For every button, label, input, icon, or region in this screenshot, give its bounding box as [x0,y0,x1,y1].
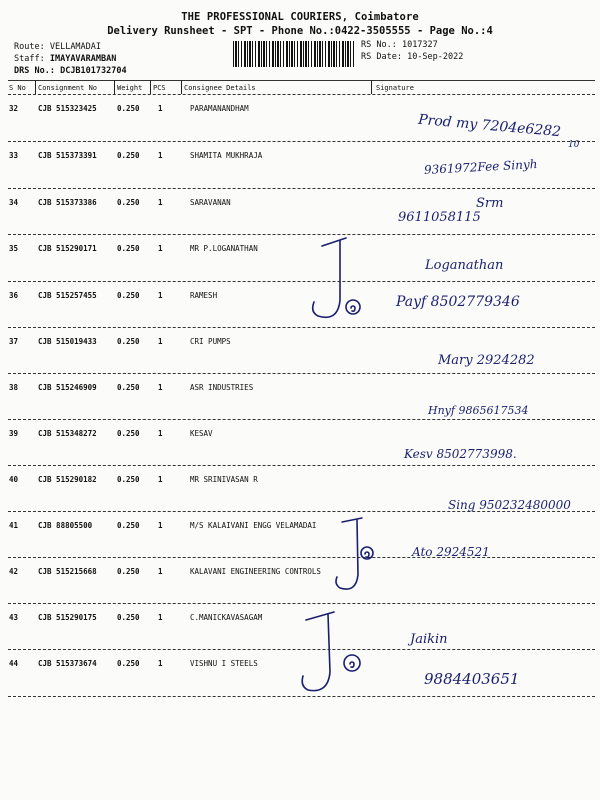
row-sno: 38 [9,383,19,392]
row-weight: 0.250 [117,659,140,668]
row-pcs: 1 [158,198,163,207]
row-sno: 36 [9,291,19,300]
row-consignee: MR P.LOGANATHAN [190,244,258,253]
route-value: VELLAMADAI [49,42,102,52]
row-sno: 41 [9,521,19,530]
row-pcs: 1 [158,244,163,253]
handwritten-signature: 9611058115 [398,210,481,225]
row-consignee: SARAVANAN [190,198,231,207]
handwritten-signature: Prod my 7204e6282 [417,111,562,141]
row-weight: 0.250 [117,567,140,576]
document-subtitle: Delivery Runsheet - SPT - Phone No.:0422-3505555 - Page No.:4 [107,25,493,37]
row-consignment: CJB 88805500 [38,521,93,530]
handwritten-signature: 9884403651 [424,670,520,688]
staff-label: Staff: [14,54,45,64]
drs-value: DCJB101732704 [60,66,127,76]
col-sno: S No [9,84,26,92]
row-sno: 35 [9,244,19,253]
row-consignee: ASR INDUSTRIES [190,383,254,392]
row-weight: 0.250 [117,104,140,113]
row-consignment: CJB 515373386 [38,198,97,207]
col-consignee: Consignee Details [184,84,256,92]
row-weight: 0.250 [117,613,140,622]
rs-date-label: RS Date: [361,52,402,62]
row-sno: 44 [9,659,19,668]
row-pcs: 1 [158,613,163,622]
row-consignee: KESAV [190,429,213,438]
row-weight: 0.250 [117,521,140,530]
row-consignment: CJB 515290175 [38,613,97,622]
row-consignment: CJB 515019433 [38,337,97,346]
row-consignee: CRI PUMPS [190,337,231,346]
row-weight: 0.250 [117,244,140,253]
row-consignment: CJB 515373391 [38,151,97,160]
handwritten-signature: 10 [568,140,580,150]
row-consignment: CJB 515257455 [38,291,97,300]
row-sno: 33 [9,151,19,160]
row-consignment: CJB 515215668 [38,567,97,576]
handwritten-signature: Hnyf 9865617534 [428,404,529,417]
row-weight: 0.250 [117,291,140,300]
row-pcs: 1 [158,521,163,530]
initial-stamp [336,518,373,589]
row-sno: 32 [9,104,19,113]
row-consignee: SHAMITA MUKHRAJA [190,151,263,160]
row-weight: 0.250 [117,429,140,438]
row-weight: 0.250 [117,475,140,484]
row-weight: 0.250 [117,383,140,392]
row-sno: 39 [9,429,19,438]
row-weight: 0.250 [117,337,140,346]
row-pcs: 1 [158,291,163,300]
row-consignee: PARAMANANDHAM [190,104,249,113]
handwritten-signature: Srm [476,196,504,211]
rs-no-value: 1017327 [401,40,438,50]
row-consignment: CJB 515323425 [38,104,97,113]
row-pcs: 1 [158,567,163,576]
col-consignment: Consignment No [38,84,98,92]
row-pcs: 1 [158,429,163,438]
row-sno: 37 [9,337,19,346]
row-pcs: 1 [158,151,163,160]
handwritten-signature: Payf 8502779346 [396,294,520,310]
document-title: THE PROFESSIONAL COURIERS, Coimbatore [181,11,419,23]
row-pcs: 1 [158,383,163,392]
row-sno: 43 [9,613,19,622]
row-consignee: VISHNU I STEELS [190,659,258,668]
col-pcs: PCS [153,84,166,92]
row-consignee: RAMESH [190,291,218,300]
row-sno: 42 [9,567,19,576]
row-consignee: C.MANICKAVASAGAM [190,613,263,622]
row-sno: 34 [9,198,19,207]
row-sno: 40 [9,475,19,484]
initial-stamp [313,238,360,317]
row-consignment: CJB 515246909 [38,383,97,392]
row-consignment: CJB 515373674 [38,659,97,668]
drs-label: DRS No.: [14,66,55,76]
row-weight: 0.250 [117,198,140,207]
handwritten-signature: Loganathan [425,258,504,273]
row-pcs: 1 [158,659,163,668]
route-label: Route: [14,42,45,52]
row-consignment: CJB 515348272 [38,429,97,438]
col-signature: Signature [376,84,414,92]
row-consignee: MR SRINIVASAN R [190,475,258,484]
row-consignment: CJB 515290171 [38,244,97,253]
row-pcs: 1 [158,337,163,346]
handwritten-signature: Jaikin [410,632,448,647]
row-pcs: 1 [158,104,163,113]
handwritten-signature: Sing 950232480000 [448,498,571,512]
handwritten-signature: Kesv 8502773998. [404,447,517,461]
col-weight: Weight [117,84,143,92]
handwritten-signature: 9361972Fee Sinyh [423,157,538,177]
rs-date-value: 10-Sep-2022 [407,52,464,62]
initial-stamp [302,612,360,691]
row-weight: 0.250 [117,151,140,160]
handwritten-signature: Mary 2924282 [438,353,535,368]
row-pcs: 1 [158,475,163,484]
staff-value: IMAYAVARAMBAN [49,54,117,64]
handwritten-signature: Ato 2924521 [412,545,490,559]
row-consignee: KALAVANI ENGINEERING CONTROLS [190,567,321,576]
row-consignee: M/S KALAIVANI ENGG VELAMADAI [190,521,317,530]
rs-no-label: RS No.: [361,40,397,50]
row-consignment: CJB 515290182 [38,475,97,484]
